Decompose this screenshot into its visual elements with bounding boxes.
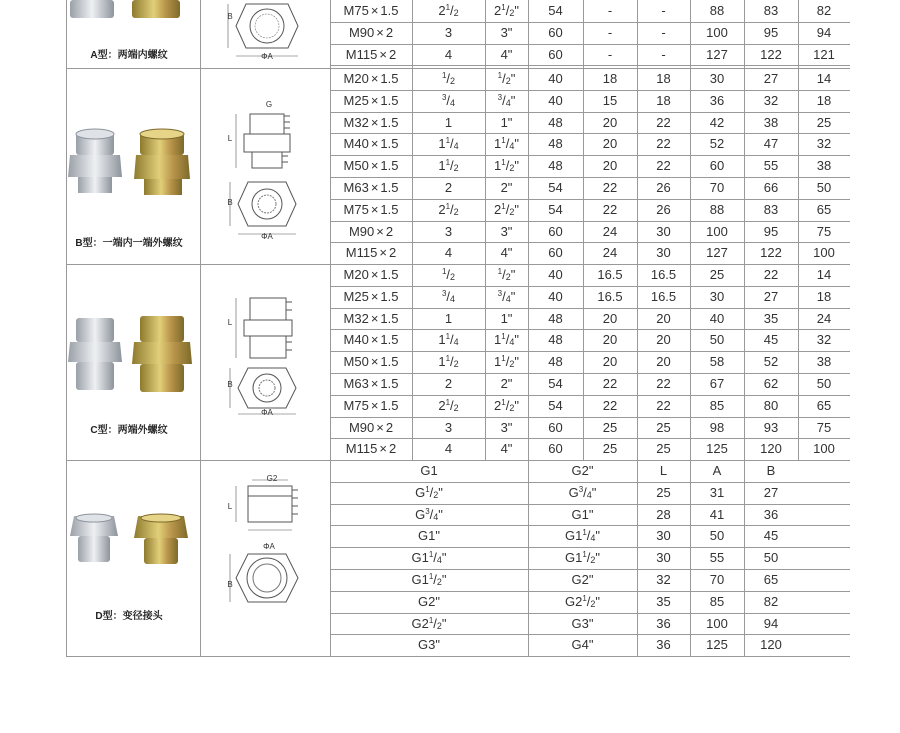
- table-cell: 22: [656, 114, 671, 130]
- table-cell: 4": [500, 46, 513, 62]
- table-cell: $^1/_2$: [441, 267, 456, 282]
- table-cell: 125: [706, 441, 728, 457]
- table-cell: 94: [763, 615, 779, 631]
- label-b-d: B: [227, 580, 233, 589]
- table-cell: 100: [813, 441, 835, 457]
- table-cell: 60: [709, 158, 725, 174]
- table-cell: 30: [656, 550, 671, 566]
- table-cell: $2^1/_2$: [438, 201, 459, 217]
- table-cell: 30: [709, 288, 725, 304]
- table-cell: 55: [709, 550, 725, 566]
- table-cell: $^1/_2$": [497, 267, 516, 282]
- table-cell: 50: [709, 332, 725, 348]
- table-cell: 54: [548, 201, 563, 217]
- table-cell: 30: [656, 528, 671, 544]
- table-cell: 18: [816, 92, 832, 108]
- table-cell: 3: [444, 419, 453, 435]
- table-cell: 2: [444, 180, 453, 195]
- table-cell: 38: [816, 354, 832, 370]
- table-cell: 30: [656, 223, 671, 239]
- label-phi-a-b: ΦA: [261, 232, 273, 241]
- table-cell: 88: [709, 3, 725, 18]
- table-cell: 122: [760, 46, 782, 62]
- table-cell: $2^1/_2$": [494, 3, 519, 18]
- product-photo-type-d: [66, 512, 200, 568]
- grid-line-vertical: [200, 0, 201, 656]
- table-cell: 48: [548, 158, 563, 174]
- table-cell: 32: [816, 136, 832, 152]
- table-cell: M50 × 1.5: [343, 354, 399, 370]
- table-cell: $1^1/_2$": [494, 158, 519, 174]
- table-cell: 1": [500, 310, 513, 326]
- table-cell: 48: [548, 136, 563, 152]
- table-cell: 25: [656, 441, 671, 457]
- table-cell: $1^1/_4$: [438, 332, 459, 348]
- table-cell: 60: [548, 441, 563, 457]
- table-cell: 16.5: [650, 288, 677, 304]
- table-cell: G3": [571, 615, 594, 631]
- table-cell: $G2^1/_2$": [564, 593, 601, 609]
- table-cell: 40: [548, 71, 563, 86]
- table-cell: 27: [763, 71, 779, 86]
- table-cell: M90 × 2: [348, 419, 394, 435]
- table-cell: 20: [656, 332, 671, 348]
- table-cell: 35: [763, 310, 779, 326]
- table-cell: 32: [656, 572, 671, 587]
- table-cell: 120: [760, 441, 782, 457]
- table-cell: 82: [763, 593, 779, 609]
- table-cell: -: [607, 46, 613, 62]
- table-cell: 60: [548, 419, 563, 435]
- table-cell: $G^3/_4$": [568, 484, 597, 500]
- table-cell: 95: [763, 223, 779, 239]
- table-cell: $1^1/_2$: [438, 354, 459, 370]
- table-cell: 41: [709, 506, 725, 522]
- table-cell: 4": [500, 245, 513, 261]
- table-cell: 15: [602, 92, 618, 108]
- table-cell: 70: [709, 180, 725, 195]
- table-cell: 45: [763, 528, 779, 544]
- label-l-c: L: [227, 318, 233, 327]
- table-cell: $G1^1/_4$": [411, 550, 447, 566]
- table-cell: 85: [709, 397, 725, 413]
- table-cell: 47: [763, 136, 779, 152]
- table-cell: M20 × 1.5: [343, 71, 399, 86]
- table-cell: 122: [760, 245, 782, 261]
- table-cell: G2": [418, 593, 440, 609]
- drawing-type-b: [222, 100, 312, 240]
- table-cell: 100: [706, 223, 728, 239]
- table-cell: M75 × 1.5: [343, 3, 399, 18]
- table-cell: 45: [763, 332, 779, 348]
- table-cell: 83: [763, 3, 779, 18]
- table-cell: 18: [656, 71, 671, 86]
- table-cell: $^3/_4$: [441, 92, 456, 108]
- table-cell: $1^1/_4$: [438, 136, 459, 152]
- table-cell: 22: [602, 201, 618, 217]
- table-cell: 20: [602, 310, 618, 326]
- table-cell: -: [607, 24, 613, 40]
- label-g2-d: G2: [266, 474, 278, 483]
- table-cell: 16.5: [597, 288, 623, 304]
- table-cell: 22: [602, 376, 618, 391]
- table-cell: M115 × 2: [345, 441, 397, 457]
- table-cell: 38: [763, 114, 779, 130]
- table-cell: $^3/_4$: [441, 288, 456, 304]
- table-cell: 2": [500, 180, 513, 195]
- table-cell: 36: [656, 637, 671, 653]
- table-cell: G2": [571, 572, 594, 587]
- table-cell: 66: [763, 180, 779, 195]
- table-header-cell: A: [712, 463, 722, 478]
- table-cell: 25: [656, 419, 671, 435]
- table-cell: $^1/_2$": [497, 71, 516, 86]
- table-cell: $2^1/_2$": [494, 201, 519, 217]
- table-cell: 75: [816, 223, 832, 239]
- table-cell: 88: [709, 201, 725, 217]
- table-cell: 65: [816, 201, 832, 217]
- table-cell: -: [661, 46, 666, 62]
- table-cell: 31: [709, 484, 725, 500]
- table-cell: M20 × 1.5: [343, 267, 399, 282]
- table-cell: 25: [709, 267, 725, 282]
- table-cell: 38: [816, 158, 832, 174]
- table-cell: 83: [763, 201, 779, 217]
- table-cell: 93: [763, 419, 779, 435]
- label-b-b: B: [227, 198, 233, 207]
- table-cell: $1^1/_2$: [438, 158, 459, 174]
- table-cell: 16.5: [597, 267, 623, 282]
- table-header-cell: L: [659, 463, 668, 478]
- table-cell: 18: [602, 71, 618, 86]
- table-cell: $2^1/_2$: [438, 3, 459, 18]
- table-cell: 50: [816, 376, 832, 391]
- table-cell: 32: [816, 332, 832, 348]
- table-cell: 67: [709, 376, 725, 391]
- caption-type-d: D型：变径接头: [95, 611, 163, 622]
- table-cell: $1^1/_2$": [494, 354, 519, 370]
- table-cell: 2: [444, 376, 453, 391]
- product-photo-type-b: [66, 125, 200, 205]
- table-cell: M40 × 1.5: [343, 136, 399, 152]
- table-cell: -: [607, 3, 613, 18]
- table-cell: $1^1/_4$": [494, 136, 519, 152]
- table-cell: 14: [816, 71, 832, 86]
- table-cell: 1": [500, 114, 513, 130]
- table-cell: 36: [709, 92, 725, 108]
- label-b-c: B: [227, 380, 233, 389]
- table-cell: M32 × 1.5: [343, 310, 399, 326]
- table-cell: 40: [548, 92, 563, 108]
- table-cell: 27: [763, 288, 779, 304]
- table-cell: 80: [763, 397, 779, 413]
- table-cell: 20: [602, 354, 618, 370]
- table-cell: 4: [444, 441, 453, 457]
- table-cell: $G^1/_2$": [415, 484, 443, 500]
- table-cell: 28: [656, 506, 671, 522]
- table-cell: M75 × 1.5: [343, 201, 399, 217]
- table-cell: G4": [571, 637, 594, 653]
- table-cell: 58: [709, 354, 725, 370]
- table-cell: G1": [418, 528, 440, 544]
- table-cell: 18: [656, 92, 671, 108]
- table-cell: M50 × 1.5: [343, 158, 399, 174]
- table-cell: -: [661, 24, 666, 40]
- table-cell: 85: [709, 593, 725, 609]
- table-cell: 20: [602, 136, 618, 152]
- table-cell: 52: [709, 136, 725, 152]
- table-cell: 120: [760, 637, 782, 653]
- drawing-type-c: [222, 292, 312, 422]
- table-cell: 42: [709, 114, 725, 130]
- product-photo-type-a: [66, 0, 200, 24]
- table-cell: G1": [571, 506, 594, 522]
- table-cell: 22: [656, 397, 671, 413]
- table-cell: G3": [418, 637, 440, 653]
- table-cell: 60: [548, 24, 563, 40]
- table-cell: 24: [816, 310, 832, 326]
- table-cell: 3": [500, 223, 513, 239]
- table-cell: 14: [816, 267, 832, 282]
- table-cell: 82: [816, 3, 832, 18]
- table-cell: 4: [444, 245, 453, 261]
- table-cell: $G1^1/_4$": [564, 528, 601, 544]
- table-cell: $^3/_4$": [497, 92, 516, 108]
- table-cell: 32: [763, 92, 779, 108]
- table-cell: 48: [548, 310, 563, 326]
- label-phi-a-d: ΦA: [263, 542, 275, 551]
- table-cell: 48: [548, 114, 563, 130]
- table-cell: 48: [548, 354, 563, 370]
- caption-type-a: A型：两端内螺纹: [90, 50, 168, 61]
- table-cell: M63 × 1.5: [343, 180, 399, 195]
- table-cell: 1: [444, 310, 453, 326]
- table-cell: 18: [816, 288, 832, 304]
- table-cell: 100: [813, 245, 835, 261]
- table-cell: 25: [656, 484, 671, 500]
- table-cell: 54: [548, 180, 563, 195]
- table-cell: 35: [656, 593, 671, 609]
- table-cell: 4: [444, 46, 453, 62]
- table-cell: 27: [763, 484, 779, 500]
- table-cell: 60: [548, 46, 563, 62]
- table-cell: M32 × 1.5: [343, 114, 399, 130]
- caption-type-c: C型：两端外螺纹: [90, 425, 168, 436]
- table-cell: 50: [763, 550, 779, 566]
- table-cell: 98: [709, 419, 725, 435]
- table-cell: $2^1/_2$: [438, 397, 459, 413]
- label-l-d: L: [227, 502, 233, 511]
- table-cell: $G2^1/_2$": [411, 615, 447, 631]
- table-cell: -: [661, 3, 666, 18]
- label-l-b: L: [227, 134, 233, 143]
- table-cell: $2^1/_2$": [494, 397, 519, 413]
- table-cell: $1^1/_4$": [494, 332, 519, 348]
- table-cell: $G1^1/_2$": [564, 550, 601, 566]
- table-cell: 3": [500, 24, 513, 40]
- table-cell: 94: [816, 24, 832, 40]
- table-cell: 60: [548, 223, 563, 239]
- table-cell: 20: [656, 354, 671, 370]
- label-b: B: [227, 12, 233, 21]
- table-cell: 2": [500, 376, 513, 391]
- table-cell: 65: [816, 397, 832, 413]
- table-cell: M90 × 2: [348, 223, 394, 239]
- table-cell: M40 × 1.5: [343, 332, 399, 348]
- table-cell: 20: [602, 114, 618, 130]
- table-cell: 36: [763, 506, 779, 522]
- table-cell: 4": [500, 441, 513, 457]
- table-header-cell: B: [766, 463, 776, 478]
- caption-type-b: B型：一端内一端外螺纹: [75, 238, 183, 249]
- table-cell: 62: [763, 376, 779, 391]
- table-cell: 25: [816, 114, 832, 130]
- table-cell: 54: [548, 3, 563, 18]
- table-cell: 100: [706, 24, 728, 40]
- table-cell: 22: [602, 397, 618, 413]
- table-cell: 3: [444, 24, 453, 40]
- label-phi-a: ΦA: [261, 52, 273, 61]
- table-cell: 40: [548, 288, 563, 304]
- table-cell: 36: [656, 615, 671, 631]
- table-cell: 60: [548, 245, 563, 261]
- table-cell: 22: [656, 136, 671, 152]
- table-cell: 22: [602, 180, 618, 195]
- table-header-cell: G2": [571, 463, 594, 478]
- table-cell: 100: [706, 615, 728, 631]
- table-cell: 40: [548, 267, 563, 282]
- table-cell: M115 × 2: [345, 245, 397, 261]
- grid-line-horizontal: [330, 65, 850, 66]
- table-cell: 22: [656, 376, 671, 391]
- table-cell: 54: [548, 397, 563, 413]
- table-cell: 125: [706, 637, 728, 653]
- label-g-b: G: [265, 100, 273, 109]
- table-cell: 127: [706, 46, 728, 62]
- table-cell: 22: [763, 267, 779, 282]
- table-cell: 25: [602, 441, 618, 457]
- table-cell: M90 × 2: [348, 24, 394, 40]
- table-cell: $G^3/_4$": [415, 506, 443, 522]
- table-cell: $^3/_4$": [497, 288, 516, 304]
- table-cell: 30: [656, 245, 671, 261]
- table-cell: 24: [602, 245, 618, 261]
- table-cell: $^1/_2$: [441, 71, 456, 86]
- table-cell: M25 × 1.5: [343, 92, 399, 108]
- table-cell: $G1^1/_2$": [411, 572, 447, 587]
- table-cell: 70: [709, 572, 725, 587]
- product-photo-type-c: [66, 312, 200, 398]
- table-cell: M63 × 1.5: [343, 376, 399, 391]
- table-cell: 16.5: [650, 267, 677, 282]
- table-cell: 26: [656, 201, 671, 217]
- table-cell: 52: [763, 354, 779, 370]
- table-cell: 55: [763, 158, 779, 174]
- table-cell: 54: [548, 376, 563, 391]
- table-cell: 3": [500, 419, 513, 435]
- table-cell: 20: [602, 158, 618, 174]
- table-cell: 26: [656, 180, 671, 195]
- table-cell: 30: [709, 71, 725, 86]
- table-cell: 65: [763, 572, 779, 587]
- table-cell: 48: [548, 332, 563, 348]
- table-cell: 3: [444, 223, 453, 239]
- table-cell: 50: [709, 528, 725, 544]
- table-cell: 20: [656, 310, 671, 326]
- table-cell: 22: [656, 158, 671, 174]
- table-header-cell: G1: [420, 463, 438, 478]
- table-cell: 121: [813, 46, 835, 62]
- table-cell: M25 × 1.5: [343, 288, 399, 304]
- table-cell: 75: [816, 419, 832, 435]
- table-cell: 24: [602, 223, 618, 239]
- table-cell: M115 × 2: [345, 46, 397, 62]
- table-cell: 1: [444, 114, 453, 130]
- label-phi-a-c: ΦA: [261, 408, 273, 417]
- table-cell: 50: [816, 180, 832, 195]
- table-cell: 40: [709, 310, 725, 326]
- table-cell: M75 × 1.5: [343, 397, 399, 413]
- table-cell: 25: [602, 419, 618, 435]
- table-cell: 95: [763, 24, 779, 40]
- table-cell: 127: [706, 245, 728, 261]
- table-cell: 20: [602, 332, 618, 348]
